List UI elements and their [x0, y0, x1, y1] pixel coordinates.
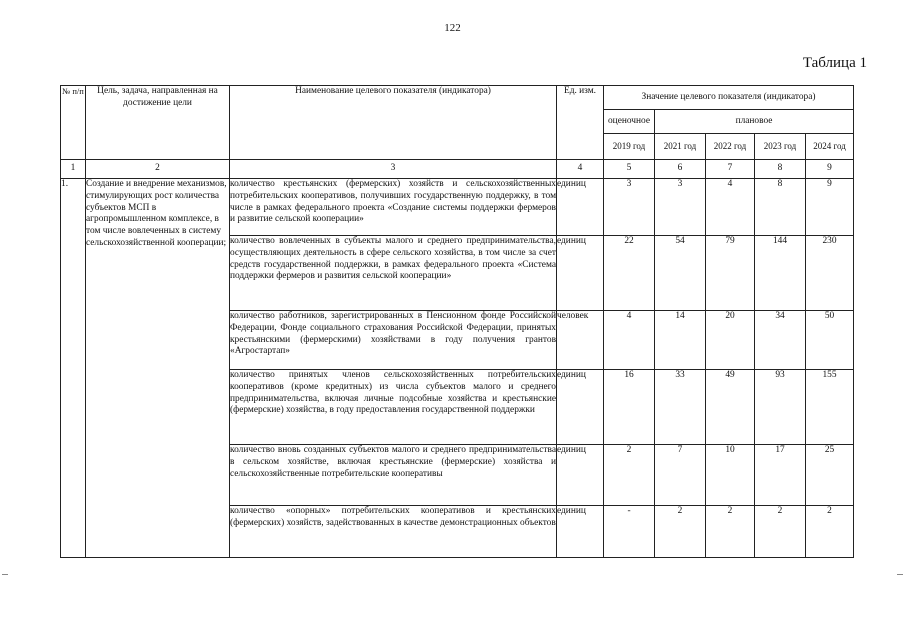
- value: 10: [706, 445, 755, 506]
- header-goal: Цель, задача, направленная на достижение цели: [86, 86, 230, 160]
- value: 25: [806, 445, 854, 506]
- indicators-table: [60, 85, 854, 558]
- row-number: 1.: [61, 179, 86, 558]
- column-number: 8: [755, 160, 806, 179]
- value: 4: [604, 311, 655, 370]
- header-planned: плановое: [655, 110, 854, 134]
- scan-edge-mark: [897, 574, 903, 575]
- scan-edge-mark: [2, 574, 8, 575]
- value: 79: [706, 236, 755, 311]
- column-number: 5: [604, 160, 655, 179]
- header-year: 2019 год: [604, 134, 655, 160]
- indicator-name: количество принятых членов сельскохозяйственных потребительских кооперативов (кроме кредитных) из числа субъектов малого и среднего предпринимательства, включая личные подсобные хозяйства и крестьянские (фермерские) хозяйства, в году предоставления государственной поддержки: [230, 370, 557, 445]
- value: 9: [806, 179, 854, 236]
- table-row: [61, 179, 854, 236]
- value: 2: [806, 506, 854, 558]
- value: 2: [706, 506, 755, 558]
- unit: единиц: [557, 236, 604, 311]
- value: 22: [604, 236, 655, 311]
- header-value: Значение целевого показателя (индикатора): [604, 86, 854, 110]
- value: 49: [706, 370, 755, 445]
- column-number: 3: [230, 160, 557, 179]
- unit: единиц: [557, 445, 604, 506]
- value: 4: [706, 179, 755, 236]
- goal-text: Создание и внедрение механизмов, стимулирующих рост количества субъектов МСП в агропромышленном комплексе, в том числе вовлеченных в систему сельскохозяйственной кооперации;: [86, 179, 230, 558]
- header-year: 2023 год: [755, 134, 806, 160]
- value: 155: [806, 370, 854, 445]
- value: 54: [655, 236, 706, 311]
- value: 144: [755, 236, 806, 311]
- column-number: 2: [86, 160, 230, 179]
- column-number: 1: [61, 160, 86, 179]
- value: 7: [655, 445, 706, 506]
- value: -: [604, 506, 655, 558]
- indicator-name: количество вовлеченных в субъекты малого и среднего предпринимательства, осуществляющих деятельность в сфере сельского хозяйства, в том числе за счет средств государственной поддержки, в рамках федерального проекта «Система поддержки фермеров и развития сельской кооперации»: [230, 236, 557, 311]
- header-year: 2024 год: [806, 134, 854, 160]
- column-number: 4: [557, 160, 604, 179]
- column-number: 7: [706, 160, 755, 179]
- unit: единиц: [557, 506, 604, 558]
- page-number: 122: [444, 22, 461, 34]
- header-unit: Ед. изм.: [557, 86, 604, 160]
- column-number: 6: [655, 160, 706, 179]
- column-number: 9: [806, 160, 854, 179]
- value: 2: [655, 506, 706, 558]
- value: 20: [706, 311, 755, 370]
- value: 50: [806, 311, 854, 370]
- value: 34: [755, 311, 806, 370]
- value: 2: [604, 445, 655, 506]
- value: 16: [604, 370, 655, 445]
- value: 17: [755, 445, 806, 506]
- header-estimated: оценочное: [604, 110, 655, 134]
- table-title: Таблица 1: [802, 55, 867, 71]
- header-year: 2021 год: [655, 134, 706, 160]
- indicator-name: количество работников, зарегистрированных в Пенсионном фонде Российской Федерации, Фонде социального страхования Российской Федерации, принятых крестьянскими (фермерскими) хозяйствами в году получения грантов «Агростартап»: [230, 311, 557, 370]
- unit: единиц: [557, 370, 604, 445]
- value: 14: [655, 311, 706, 370]
- indicator-name: количество вновь созданных субъектов малого и среднего предпринимательства в сельском хозяйстве, включая крестьянские (фермерские) хозяйства и сельскохозяйственные потребительские кооперативы: [230, 445, 557, 506]
- value: 8: [755, 179, 806, 236]
- value: 33: [655, 370, 706, 445]
- unit: единиц: [557, 179, 604, 236]
- header-year: 2022 год: [706, 134, 755, 160]
- header-num: № п/п: [61, 86, 86, 160]
- value: 93: [755, 370, 806, 445]
- value: 3: [604, 179, 655, 236]
- indicator-name: количество «опорных» потребительских кооперативов и крестьянских (фермерских) хозяйств, задействованных в качестве демонстрационных объектов: [230, 506, 557, 558]
- indicator-name: количество крестьянских (фермерских) хозяйств и сельскохозяйственных потребительских кооперативов, получивших государственную поддержку, в том числе в рамках федерального проекта «Создание системы поддержки фермеров и развитие сельской кооперации»: [230, 179, 557, 236]
- header-indicator: Наименование целевого показателя (индикатора): [230, 86, 557, 160]
- value: 3: [655, 179, 706, 236]
- value: 230: [806, 236, 854, 311]
- unit: человек: [557, 311, 604, 370]
- value: 2: [755, 506, 806, 558]
